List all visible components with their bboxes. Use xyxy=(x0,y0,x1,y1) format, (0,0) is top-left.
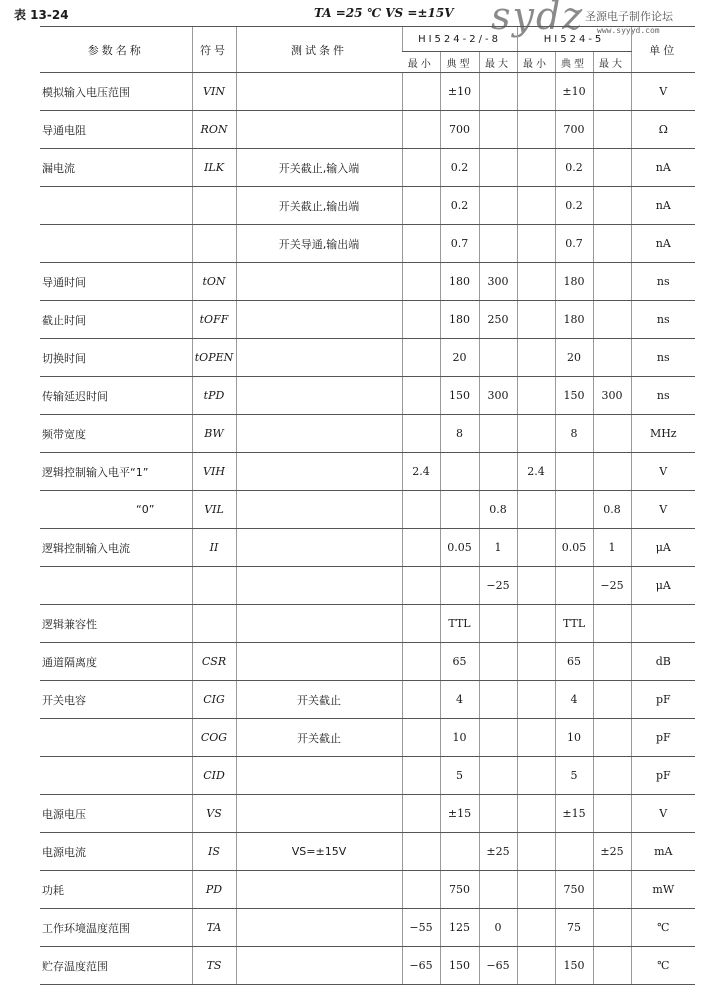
b-min-value xyxy=(517,871,555,909)
symbol: VIH xyxy=(192,453,236,491)
b-typ-value xyxy=(555,453,593,491)
a-max-value xyxy=(479,111,517,149)
b-typ-value: 0.2 xyxy=(555,149,593,187)
a-typ-value xyxy=(440,567,479,605)
a-max-value xyxy=(479,757,517,795)
param-name: 传输延迟时间 xyxy=(40,377,192,415)
table-row xyxy=(40,73,695,111)
a-typ-value: 5 xyxy=(440,757,479,795)
b-max-value xyxy=(593,415,631,453)
param-name: 漏电流 xyxy=(40,149,192,187)
unit: MHz xyxy=(631,415,695,453)
symbol xyxy=(192,567,236,605)
a-max-value xyxy=(479,149,517,187)
test-condition: 开关截止,输入端 xyxy=(236,149,402,187)
unit xyxy=(631,605,695,643)
b-min-value xyxy=(517,301,555,339)
symbol: tON xyxy=(192,263,236,301)
test-condition xyxy=(236,301,402,339)
a-min-value xyxy=(402,339,440,377)
test-condition xyxy=(236,339,402,377)
header-param: 参数名称 xyxy=(40,27,192,73)
b-typ-value: 0.7 xyxy=(555,225,593,263)
b-typ-value: 5 xyxy=(555,757,593,795)
a-typ-value: 750 xyxy=(440,871,479,909)
a-typ-value: 150 xyxy=(440,377,479,415)
test-condition: VS=±15V xyxy=(236,833,402,871)
a-typ-value xyxy=(440,453,479,491)
test-condition xyxy=(236,491,402,529)
a-max-value: −65 xyxy=(479,947,517,985)
test-condition xyxy=(236,757,402,795)
a-min-value xyxy=(402,833,440,871)
b-typ-value: 75 xyxy=(555,909,593,947)
a-min-value xyxy=(402,681,440,719)
a-min-value xyxy=(402,187,440,225)
watermark-logo: sydz xyxy=(491,0,585,38)
a-max-value xyxy=(479,605,517,643)
b-min-value xyxy=(517,567,555,605)
param-name: 贮存温度范围 xyxy=(40,947,192,985)
unit: nA xyxy=(631,187,695,225)
a-max-value xyxy=(479,187,517,225)
a-max-value xyxy=(479,415,517,453)
param-name: 导通电阻 xyxy=(40,111,192,149)
b-max-value xyxy=(593,225,631,263)
b-min-value xyxy=(517,415,555,453)
unit: nA xyxy=(631,149,695,187)
b-max-value xyxy=(593,73,631,111)
test-condition xyxy=(236,947,402,985)
table-row xyxy=(40,149,695,187)
symbol: tOPEN xyxy=(192,339,236,377)
b-max-value xyxy=(593,605,631,643)
a-min-value xyxy=(402,529,440,567)
test-condition xyxy=(236,263,402,301)
b-min-value xyxy=(517,187,555,225)
a-max-value: 0.8 xyxy=(479,491,517,529)
spec-table-body xyxy=(40,73,695,985)
unit: dB xyxy=(631,643,695,681)
table-row xyxy=(40,225,695,263)
a-typ-value: ±10 xyxy=(440,73,479,111)
test-condition xyxy=(236,795,402,833)
param-name: 逻辑控制输入电平“1” xyxy=(40,453,192,491)
unit: ns xyxy=(631,263,695,301)
unit: pF xyxy=(631,719,695,757)
b-max-value xyxy=(593,947,631,985)
a-typ-value: 8 xyxy=(440,415,479,453)
b-max-value xyxy=(593,111,631,149)
param-name: 电源电压 xyxy=(40,795,192,833)
a-max-value: ±25 xyxy=(479,833,517,871)
table-row xyxy=(40,947,695,985)
param-name: 逻辑控制输入电流 xyxy=(40,529,192,567)
b-min-value xyxy=(517,73,555,111)
b-typ-value: 150 xyxy=(555,947,593,985)
test-condition xyxy=(236,111,402,149)
a-typ-value: 150 xyxy=(440,947,479,985)
unit: pF xyxy=(631,757,695,795)
unit: ns xyxy=(631,377,695,415)
table-row xyxy=(40,453,695,491)
a-max-value xyxy=(479,453,517,491)
b-max-value xyxy=(593,453,631,491)
a-min-value xyxy=(402,491,440,529)
a-typ-value: 125 xyxy=(440,909,479,947)
b-max-value xyxy=(593,757,631,795)
table-row xyxy=(40,415,695,453)
symbol xyxy=(192,187,236,225)
a-min-value: −65 xyxy=(402,947,440,985)
a-min-value xyxy=(402,757,440,795)
header-a-typ: 典型 xyxy=(440,52,479,73)
unit: ℃ xyxy=(631,909,695,947)
param-name: “0” xyxy=(40,491,192,529)
unit: V xyxy=(631,73,695,111)
b-min-value xyxy=(517,795,555,833)
a-min-value xyxy=(402,567,440,605)
a-typ-value: 0.05 xyxy=(440,529,479,567)
table-row xyxy=(40,339,695,377)
table-number: 表 13-24 xyxy=(14,8,69,22)
a-min-value xyxy=(402,263,440,301)
param-name xyxy=(40,567,192,605)
symbol: CID xyxy=(192,757,236,795)
b-min-value xyxy=(517,263,555,301)
test-condition xyxy=(236,73,402,111)
test-condition xyxy=(236,643,402,681)
header-row xyxy=(40,27,695,52)
param-name xyxy=(40,187,192,225)
a-max-value xyxy=(479,681,517,719)
symbol: II xyxy=(192,529,236,567)
b-min-value xyxy=(517,149,555,187)
unit: mW xyxy=(631,871,695,909)
param-name: 工作环境温度范围 xyxy=(40,909,192,947)
b-typ-value: 180 xyxy=(555,301,593,339)
a-min-value xyxy=(402,795,440,833)
unit: μA xyxy=(631,529,695,567)
unit: ns xyxy=(631,301,695,339)
param-name: 频带宽度 xyxy=(40,415,192,453)
b-min-value xyxy=(517,757,555,795)
a-typ-value: 0.2 xyxy=(440,187,479,225)
b-min-value xyxy=(517,529,555,567)
b-typ-value: 10 xyxy=(555,719,593,757)
a-min-value xyxy=(402,643,440,681)
b-typ-value: ±15 xyxy=(555,795,593,833)
table-row xyxy=(40,871,695,909)
watermark-url: www.syyyd.com xyxy=(597,26,660,35)
a-max-value xyxy=(479,719,517,757)
a-typ-value: 180 xyxy=(440,263,479,301)
table-row xyxy=(40,567,695,605)
param-name xyxy=(40,225,192,263)
symbol: ILK xyxy=(192,149,236,187)
a-max-value xyxy=(479,225,517,263)
symbol: VIN xyxy=(192,73,236,111)
b-max-value xyxy=(593,339,631,377)
symbol: tPD xyxy=(192,377,236,415)
unit: μA xyxy=(631,567,695,605)
a-max-value xyxy=(479,643,517,681)
b-typ-value xyxy=(555,833,593,871)
b-max-value xyxy=(593,909,631,947)
b-min-value xyxy=(517,681,555,719)
b-min-value xyxy=(517,605,555,643)
a-typ-value: 20 xyxy=(440,339,479,377)
a-typ-value: 180 xyxy=(440,301,479,339)
a-min-value xyxy=(402,377,440,415)
test-condition: 开关截止 xyxy=(236,719,402,757)
b-min-value xyxy=(517,909,555,947)
a-typ-value: ±15 xyxy=(440,795,479,833)
header-model-b: HI524-5 xyxy=(517,27,631,52)
b-typ-value: 4 xyxy=(555,681,593,719)
a-min-value xyxy=(402,111,440,149)
table-row xyxy=(40,301,695,339)
test-condition xyxy=(236,605,402,643)
a-typ-value: 0.7 xyxy=(440,225,479,263)
a-typ-value xyxy=(440,491,479,529)
b-typ-value: 700 xyxy=(555,111,593,149)
symbol: VS xyxy=(192,795,236,833)
test-condition xyxy=(236,453,402,491)
a-max-value xyxy=(479,339,517,377)
b-typ-value: 20 xyxy=(555,339,593,377)
b-max-value xyxy=(593,795,631,833)
b-min-value xyxy=(517,339,555,377)
unit: V xyxy=(631,795,695,833)
param-name: 功耗 xyxy=(40,871,192,909)
b-min-value: 2.4 xyxy=(517,453,555,491)
a-max-value: 0 xyxy=(479,909,517,947)
symbol: PD xyxy=(192,871,236,909)
a-max-value: 250 xyxy=(479,301,517,339)
table-row xyxy=(40,605,695,643)
header-symbol: 符号 xyxy=(192,27,236,73)
b-typ-value: 65 xyxy=(555,643,593,681)
b-min-value xyxy=(517,111,555,149)
a-min-value xyxy=(402,73,440,111)
table-row xyxy=(40,757,695,795)
header-b-typ: 典型 xyxy=(555,52,593,73)
symbol: CIG xyxy=(192,681,236,719)
unit: ℃ xyxy=(631,947,695,985)
symbol: RON xyxy=(192,111,236,149)
unit: mA xyxy=(631,833,695,871)
header-b-max: 最大 xyxy=(593,52,631,73)
b-max-value: −25 xyxy=(593,567,631,605)
test-condition xyxy=(236,377,402,415)
table-row xyxy=(40,833,695,871)
param-name: 通道隔离度 xyxy=(40,643,192,681)
b-typ-value: 8 xyxy=(555,415,593,453)
table-row xyxy=(40,529,695,567)
symbol: CSR xyxy=(192,643,236,681)
param-name: 电源电流 xyxy=(40,833,192,871)
b-max-value xyxy=(593,719,631,757)
test-condition xyxy=(236,871,402,909)
b-max-value xyxy=(593,871,631,909)
b-typ-value: 750 xyxy=(555,871,593,909)
header-a-max: 最大 xyxy=(479,52,517,73)
symbol: TA xyxy=(192,909,236,947)
b-typ-value: ±10 xyxy=(555,73,593,111)
a-min-value xyxy=(402,415,440,453)
b-typ-value: 150 xyxy=(555,377,593,415)
symbol: BW xyxy=(192,415,236,453)
unit: V xyxy=(631,491,695,529)
header-condition: 测试条件 xyxy=(236,27,402,73)
param-name: 逻辑兼容性 xyxy=(40,605,192,643)
b-min-value xyxy=(517,225,555,263)
unit: Ω xyxy=(631,111,695,149)
b-max-value xyxy=(593,187,631,225)
param-name: 模拟输入电压范围 xyxy=(40,73,192,111)
header-b-min: 最小 xyxy=(517,52,555,73)
b-typ-value: 0.2 xyxy=(555,187,593,225)
spec-table xyxy=(40,26,695,985)
b-min-value xyxy=(517,491,555,529)
b-max-value xyxy=(593,149,631,187)
b-max-value xyxy=(593,301,631,339)
a-max-value xyxy=(479,73,517,111)
table-row xyxy=(40,263,695,301)
b-typ-value: 180 xyxy=(555,263,593,301)
param-name xyxy=(40,719,192,757)
a-typ-value: 4 xyxy=(440,681,479,719)
test-condition xyxy=(236,415,402,453)
unit: V xyxy=(631,453,695,491)
unit: ns xyxy=(631,339,695,377)
b-max-value: ±25 xyxy=(593,833,631,871)
symbol xyxy=(192,225,236,263)
symbol: VIL xyxy=(192,491,236,529)
param-name: 开关电容 xyxy=(40,681,192,719)
symbol: IS xyxy=(192,833,236,871)
test-condition: 开关导通,输出端 xyxy=(236,225,402,263)
b-min-value xyxy=(517,947,555,985)
b-min-value xyxy=(517,833,555,871)
a-typ-value: TTL xyxy=(440,605,479,643)
b-min-value xyxy=(517,377,555,415)
header-model-a: HI524-2/-8 xyxy=(402,27,517,52)
watermark-site-name: 圣源电子制作论坛 xyxy=(585,10,673,23)
param-name: 切换时间 xyxy=(40,339,192,377)
table-row xyxy=(40,491,695,529)
b-typ-value: 0.05 xyxy=(555,529,593,567)
a-min-value xyxy=(402,719,440,757)
table-row xyxy=(40,377,695,415)
table-row xyxy=(40,909,695,947)
a-max-value xyxy=(479,795,517,833)
b-min-value xyxy=(517,719,555,757)
symbol: tOFF xyxy=(192,301,236,339)
a-min-value xyxy=(402,605,440,643)
a-typ-value xyxy=(440,833,479,871)
a-typ-value: 65 xyxy=(440,643,479,681)
b-max-value: 1 xyxy=(593,529,631,567)
a-max-value: 300 xyxy=(479,263,517,301)
a-max-value: −25 xyxy=(479,567,517,605)
header-unit: 单位 xyxy=(631,27,695,73)
a-typ-value: 10 xyxy=(440,719,479,757)
unit: nA xyxy=(631,225,695,263)
b-max-value xyxy=(593,263,631,301)
test-conditions: TA =25 ℃ VS =±15V xyxy=(314,6,454,20)
a-typ-value: 700 xyxy=(440,111,479,149)
b-typ-value: TTL xyxy=(555,605,593,643)
table-row xyxy=(40,795,695,833)
symbol: TS xyxy=(192,947,236,985)
table-row xyxy=(40,643,695,681)
a-min-value xyxy=(402,301,440,339)
a-min-value xyxy=(402,871,440,909)
test-condition xyxy=(236,909,402,947)
a-typ-value: 0.2 xyxy=(440,149,479,187)
unit: pF xyxy=(631,681,695,719)
test-condition xyxy=(236,529,402,567)
symbol: COG xyxy=(192,719,236,757)
b-max-value: 0.8 xyxy=(593,491,631,529)
b-typ-value xyxy=(555,491,593,529)
symbol xyxy=(192,605,236,643)
b-max-value: 300 xyxy=(593,377,631,415)
table-row xyxy=(40,111,695,149)
a-max-value: 300 xyxy=(479,377,517,415)
test-condition: 开关截止 xyxy=(236,681,402,719)
b-max-value xyxy=(593,643,631,681)
a-max-value: 1 xyxy=(479,529,517,567)
header-a-min: 最小 xyxy=(402,52,440,73)
b-typ-value xyxy=(555,567,593,605)
table-row xyxy=(40,187,695,225)
a-min-value: −55 xyxy=(402,909,440,947)
table-row xyxy=(40,719,695,757)
a-min-value xyxy=(402,149,440,187)
a-min-value xyxy=(402,225,440,263)
param-name: 截止时间 xyxy=(40,301,192,339)
table-row xyxy=(40,681,695,719)
test-condition xyxy=(236,567,402,605)
param-name xyxy=(40,757,192,795)
param-name: 导通时间 xyxy=(40,263,192,301)
test-condition: 开关截止,输出端 xyxy=(236,187,402,225)
b-max-value xyxy=(593,681,631,719)
b-min-value xyxy=(517,643,555,681)
a-max-value xyxy=(479,871,517,909)
a-min-value: 2.4 xyxy=(402,453,440,491)
